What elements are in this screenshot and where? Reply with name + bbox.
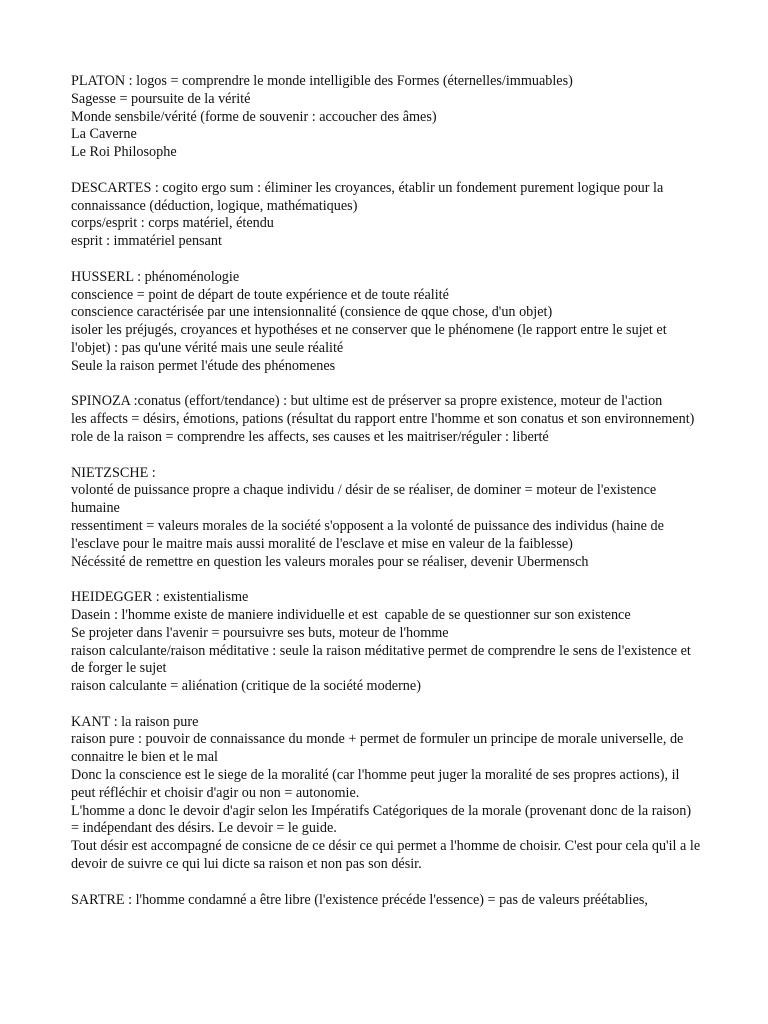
section-descartes bbox=[71, 180, 701, 251]
text-line: isoler les préjugés, croyances et hypothéses et ne conserver que le phénomene (le rapport entre le sujet et l'objet) : pas qu'une vérité mais une seule réalité bbox=[71, 322, 671, 356]
text-line: Monde sensbile/vérité (forme de souvenir : accoucher des âmes) bbox=[71, 108, 437, 125]
text-line: SARTRE : l'homme condamné a être libre (l'existence précéde l'essence) = pas de valeurs préétablies, bbox=[71, 891, 648, 908]
text-line: Donc la conscience est le siege de la moralité (car l'homme peut juger la moralité de ses propres actions), il peut réfléchir et choisir d'agir ou non = autonomie. bbox=[71, 767, 683, 801]
text-line: Seule la raison permet l'étude des phénomenes bbox=[71, 357, 336, 374]
section-heidegger bbox=[71, 589, 701, 696]
text-line: Sagesse = poursuite de la vérité bbox=[71, 90, 251, 107]
text-line: Tout désir est accompagné de consicne de ce désir ce qui permet a l'homme de choisir. C'est pour cela qu'il a le devoir de suivre ce qui lui dicte sa raison et non pas son désir. bbox=[71, 838, 704, 873]
text-line: role de la raison = comprendre les affects, ses causes et les maitriser/réguler : liberté bbox=[71, 428, 549, 445]
text-line: NIETZSCHE : bbox=[71, 464, 156, 481]
text-line: les affects = désirs, émotions, pations (résultat du rapport entre l'homme et son conatus et son environnement) bbox=[71, 411, 695, 428]
text-line: raison calculante = aliénation (critique de la société moderne) bbox=[71, 678, 421, 695]
section-nietzsche bbox=[71, 465, 701, 572]
text-line: raison pure : pouvoir de connaissance du monde + permet de formuler un principe de morale universelle, de connaitre le bien et le mal bbox=[71, 731, 687, 766]
section-kant bbox=[71, 713, 704, 874]
document-page bbox=[71, 73, 704, 927]
text-line: HUSSERL : phénoménologie bbox=[71, 268, 240, 285]
text-line: PLATON : logos = comprendre le monde intelligible des Formes (éternelles/immuables) bbox=[71, 73, 573, 89]
text-line: Dasein : l'homme existe de maniere individuelle et est capable de se questionner sur son existence bbox=[71, 606, 631, 623]
text-line: esprit : immatériel pensant bbox=[71, 233, 222, 250]
text-line: ressentiment = valeurs morales de la société s'opposent a la volonté de puissance des individus (haine de l'esclave pour le maitre mais aussi moralité de l'esclave et mise en valeur de la faiblesse) bbox=[71, 517, 668, 552]
section-spinoza bbox=[71, 393, 701, 446]
text-line: conscience = point de départ de toute expérience et de toute réalité bbox=[71, 286, 449, 303]
section-platon bbox=[71, 73, 701, 162]
text-line: KANT : la raison pure bbox=[71, 713, 199, 730]
section-sartre bbox=[71, 892, 701, 910]
text-line: Nécéssité de remettre en question les valeurs morales pour se réaliser, devenir Ubermensch bbox=[71, 553, 589, 570]
text-line: conscience caractérisée par une intensionnalité (consience de qque chose, d'un objet) bbox=[71, 304, 553, 321]
text-line: raison calculante/raison méditative : seule la raison méditative permet de comprendre le sens de l'existence et de forger le sujet bbox=[71, 642, 695, 677]
text-line: volonté de puissance propre a chaque individu / désir de se réaliser, de dominer = moteur de l'existence humaine bbox=[71, 482, 660, 517]
text-line: SPINOZA :conatus (effort/tendance) : but ultime est de préserver sa propre existence, moteur de l'action bbox=[71, 393, 663, 410]
text-line: La Caverne bbox=[71, 126, 137, 143]
text-line: HEIDEGGER : existentialisme bbox=[71, 589, 249, 606]
text-line: L'homme a donc le devoir d'agir selon les Impératifs Catégoriques de la morale (provenant donc de la raison) = indépendant des désirs. Le devoir = le guide. bbox=[71, 802, 695, 837]
section-husserl bbox=[71, 269, 701, 376]
text-line: Le Roi Philosophe bbox=[71, 144, 177, 161]
text-line: DESCARTES : cogito ergo sum : éliminer les croyances, établir un fondement purement logique pour la connaissance (déduction, logique, mathématiques) bbox=[71, 179, 667, 214]
text-line: corps/esprit : corps matériel, étendu bbox=[71, 215, 274, 232]
text-line: Se projeter dans l'avenir = poursuivre ses buts, moteur de l'homme bbox=[71, 624, 449, 641]
